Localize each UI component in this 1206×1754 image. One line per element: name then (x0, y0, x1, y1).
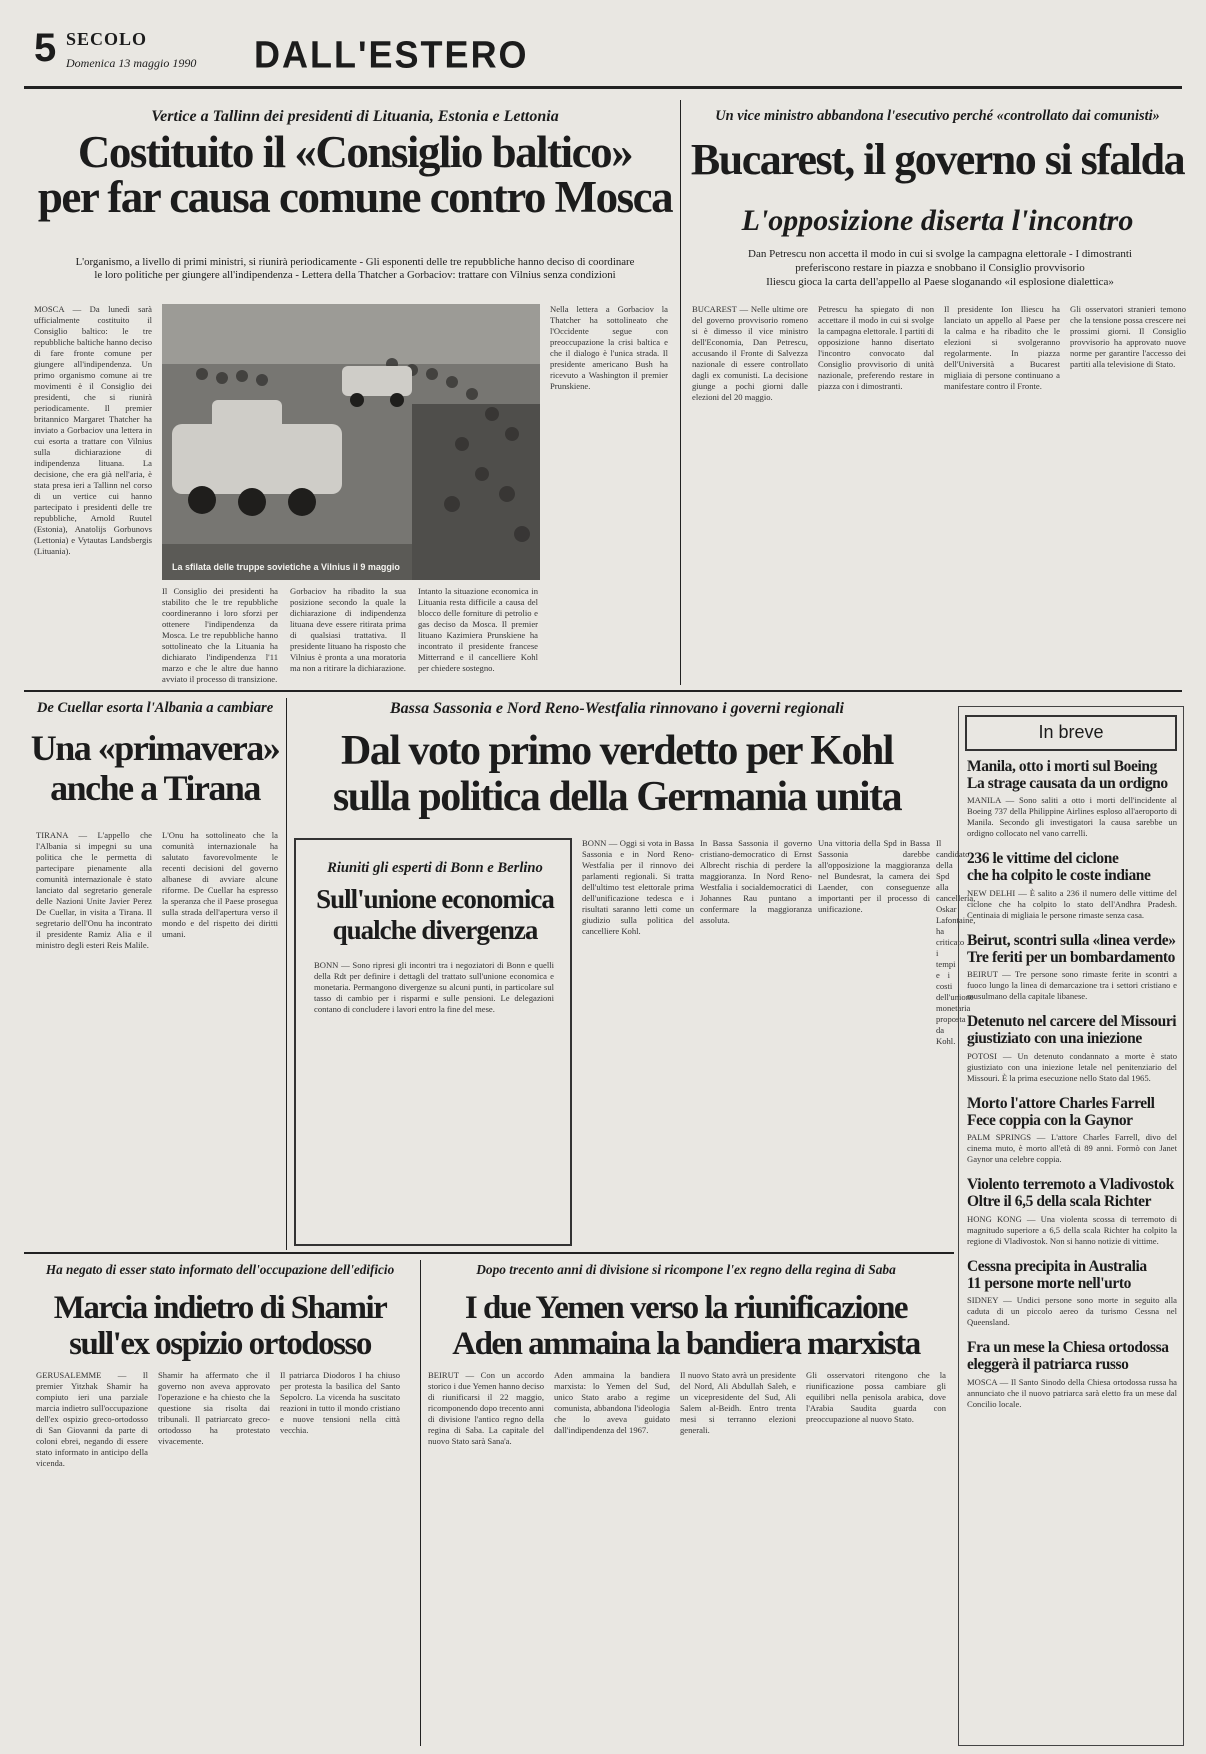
issue-date: Domenica 13 maggio 1990 (66, 56, 197, 70)
baltic-column-3 (290, 586, 406, 680)
albania-headline-line: Una «primavera» (30, 728, 280, 768)
section-title: DALL'ESTERO (254, 32, 529, 76)
baltic-photo (162, 304, 540, 580)
in-breve-item (967, 851, 1177, 920)
romania-subhead: L'opposizione diserta l'incontro (741, 204, 1134, 237)
germany-headline-line: Dal voto primo verdetto per Kohl (341, 728, 893, 774)
germany-column-3 (818, 838, 930, 1250)
in-breve-headline-line: Cessna precipita in Australia (967, 1257, 1147, 1275)
albania-text: TIRANA — L'appello che l'Albania si impegni su una politica che le permetta di partecipare pienamente alla comunità internazionale è stato lanciato dal segretario generale delle Nazioni Unite Javier Perez De Cuellar, in visita a Tirana. Il segretario dell'Onu ha incontrato il presidente Ramiz Alia e il ministro degli esteri Reis Malile. (36, 830, 152, 950)
romania-deck (690, 248, 1190, 289)
in-breve-item (967, 1259, 1177, 1328)
germany-kicker: Bassa Sassonia e Nord Reno-Westfalia rinnovano i governi regionali (390, 700, 844, 717)
in-breve-item (967, 759, 1177, 839)
shamir-column-2 (158, 1370, 270, 1746)
newspaper-name: SECOLO (66, 29, 148, 49)
in-breve-headline-line: Manila, otto i morti sul Boeing (967, 758, 1157, 775)
yemen-text: Il nuovo Stato avrà un presidente del Nord, Ali Abdullah Saleh, e un vicepresidente del Sud, Ali Salem al-Beidh. Entro trenta mesi si terranno elezioni generali. (680, 1370, 796, 1435)
shamir-column-3 (280, 1370, 400, 1746)
in-breve-text: SIDNEY — Undici persone sono morte in seguito alla caduta di un piccolo aereo da turismo Cessna nel Queensland. (967, 1295, 1177, 1328)
germany-text: Una vittoria della Spd in Bassa Sassonia darebbe all'opposizione la maggioranza nel Bundesrat, la camera dei Laender, con conseguenze importanti per il processo di unificazione. (818, 838, 930, 914)
page-number: 5 (34, 26, 57, 70)
baltic-headline-line: per far causa comune contro Mosca (37, 172, 673, 222)
germany-inset-box (294, 838, 572, 1246)
baltic-text: MOSCA — Da lunedì sarà ufficialmente costituito il Consiglio baltico: le tre repubbliche baltiche hanno deciso di fare fronte comune per giungere all'indipendenza. Un primo organismo comune ai tre movimenti è il Consiglio dei presidenti, che si riunirà periodicamente. Il premier britannico Margaret Thatcher ha inviato a Gorbaciov una lettera in cui esorta a trattare con Vilnius sulla dichiarazione di indipendenza lituana. La decisione, che era già nell'aria, è stata presa ieri a Tallinn nel corso di un vertice cui hanno partecipato i presidenti delle tre repubbliche, Arnold Ruutel (Estonia), Anatolijs Gorbunovs (Lettonia) e Vytautas Landsbergis (Lituania). (34, 304, 152, 556)
column-divider (286, 698, 287, 1250)
in-breve-headline (967, 1259, 1177, 1292)
baltic-deck-line: le loro politiche per giungere all'indipendenza - Lettera della Thatcher a Gorbaciov: trattare con Vilnius senza condizioni (94, 269, 616, 282)
romania-text: BUCAREST — Nelle ultime ore del governo provvisorio romeno si è dimesso il vice ministro dell'Economia, Dan Petrescu, accusando il Fronte di Salvezza nazionale di essere controllato dagli ex comunisti. La decisione giunge a pochi giorni dalle elezioni del 20 maggio. (692, 304, 808, 402)
romania-headline (685, 135, 1190, 184)
albania-kicker: De Cuellar esorta l'Albania a cambiare (36, 700, 274, 716)
in-breve-headline (967, 1014, 1177, 1047)
romania-deck-line: preferiscono restare in piazza e snobbano il Consiglio provvisorio (795, 261, 1085, 274)
germany-inset-kicker: Riuniti gli esperti di Bonn e Berlino (327, 860, 543, 876)
baltic-column-2 (162, 586, 278, 684)
in-breve-headline-line: giustiziato con una iniezione (967, 1030, 1142, 1048)
baltic-column-4 (418, 586, 538, 680)
romania-kicker: Un vice ministro abbandona l'esecutivo perché «controllato dai comunisti» (715, 108, 1160, 124)
in-breve-box (958, 706, 1184, 1746)
in-breve-headline-line: Tre feriti per un bombardamento (967, 948, 1176, 966)
in-breve-headline-line: Fece coppia con la Gaynor (967, 1111, 1133, 1129)
germany-inset-body: BONN — Sono ripresi gli incontri tra i negoziatori di Bonn e quelli della Rdt per definire i dettagli del trattato sull'unione economica e monetaria. Permangono divergenze su alcuni punti, in particolare sul tasso di cambio per i risparmi e sulle pensioni. Le delegazioni contano di concludere i lavori entro la fine del mese. (314, 960, 554, 1014)
armored-vehicles-illustration (162, 304, 540, 580)
in-breve-headline-line: 236 le vittime del ciclone (967, 850, 1119, 868)
baltic-column-5 (550, 304, 668, 680)
in-breve-headline-line: Oltre il 6,5 della scala Richter (967, 1193, 1152, 1211)
romania-deck-line: Iliescu gioca la carta dell'appello al Paese sloganando «il esplosione dialettica» (766, 275, 1114, 288)
romania-text: Il presidente Ion Iliescu ha lanciato un appello al Paese per la calma e ha ribadito che le elezioni si svolgeranno regolarmente. In piazza dell'Università a Bucarest migliaia di persone continuano a manifestare contro il Fronte. (944, 304, 1060, 391)
baltic-text: Nella lettera a Gorbaciov la Thatcher ha sottolineato che l'Occidente segue con preoccupazione la crisi baltica e che il dialogo è l'unica strada. Il presidente americano Bush ha ricevuto a Washington il premier Prunskiene. (550, 304, 668, 391)
yemen-column-1 (428, 1370, 544, 1746)
in-breve-headline-line: 11 persone morte nell'urto (967, 1274, 1131, 1292)
yemen-text: BEIRUT — Con un accordo storico i due Yemen hanno deciso di riunificarsi il 22 maggio, ricomponendo dopo trecento anni di divisione l'antico regno della regina di Saba. La capitale del nuovo Stato sarà Sana'a. (428, 1370, 544, 1446)
in-breve-item (967, 1014, 1177, 1083)
in-breve-item (967, 933, 1177, 1002)
albania-headline-line: anche a Tirana (50, 768, 260, 809)
germany-inset-headline-line: qualche divergenza (332, 915, 538, 946)
germany-headline (292, 728, 942, 820)
romania-text: Petrescu ha spiegato di non accettare il modo in cui si svolge la campagna elettorale. I partiti di opposizione hanno disertato l'incontro convocato dal Consiglio provvisorio di unità nazionale, preferendo restare in piazza con i dimostranti. (818, 304, 934, 391)
in-breve-text: POTOSI — Un detenuto condannato a morte è stato giustiziato con una iniezione letale nel penitenziario del Missouri. È la prima esecuzione nello Stato dal 1965. (967, 1050, 1177, 1083)
in-breve-text: PALM SPRINGS — L'attore Charles Farrell, divo del cinema muto, è morto all'età di 89 anni. Formò con Janet Gaynor una celebre coppia. (967, 1132, 1177, 1165)
yemen-column-3 (680, 1370, 796, 1746)
shamir-headline-line: Marcia indietro di Shamir (53, 1290, 387, 1326)
in-breve-headline-line: Morto l'attore Charles Farrell (967, 1094, 1155, 1112)
yemen-headline (426, 1290, 946, 1363)
section-rule (24, 1252, 954, 1254)
germany-text: Il candidato della Spd alla cancelleria, Oskar Lafontaine, ha criticato i tempi e i costi dell'unione monetaria proposta da Kohl. (936, 838, 976, 1046)
romania-headline-line: Bucarest, il governo si sfalda (690, 135, 1185, 184)
in-breve-header (965, 715, 1177, 751)
yemen-headline-line: Aden ammaina la bandiera marxista (452, 1326, 920, 1363)
yemen-text: Gli osservatori ritengono che la riunificazione possa cambiare gli equilibri nella penisola arabica, dove l'Arabia Saudita guarda con preoccupazione al nuovo Stato. (806, 1370, 946, 1424)
germany-column-4 (936, 838, 976, 1250)
albania-column-1 (36, 830, 152, 1250)
shamir-headline-line: sull'ex ospizio ortodosso (69, 1326, 371, 1363)
in-breve-title: In breve (1038, 722, 1104, 742)
shamir-kicker: Ha negato di esser stato informato dell'occupazione dell'edificio (45, 1262, 395, 1277)
albania-column-2 (162, 830, 278, 1250)
column-divider (680, 100, 681, 685)
germany-text: In Bassa Sassonia il governo cristiano-democratico di Ernst Albrecht rischia di perdere la maggioranza. In Nord Reno-Westfalia i socialdemocratici di Johannes Rau puntano a confermare la maggioranza assoluta. (700, 838, 812, 925)
in-breve-text: BEIRUT — Tre persone sono rimaste ferite in scontri a fuoco lungo la linea di demarcazione tra i settori cristiano e musulmano della capitale libanese. (967, 969, 1177, 1002)
albania-headline (30, 728, 280, 809)
in-breve-headline (967, 851, 1177, 884)
germany-inset-headline-line: Sull'unione economica (316, 884, 554, 914)
in-breve-item (967, 1177, 1177, 1246)
in-breve-headline (967, 1340, 1177, 1373)
romania-column-2 (818, 304, 934, 680)
romania-column-3 (944, 304, 1060, 680)
in-breve-headline (967, 759, 1177, 792)
shamir-headline (30, 1290, 410, 1363)
in-breve-list (967, 759, 1177, 1739)
baltic-text: Intanto la situazione economica in Lituania resta difficile a causa del blocco delle forniture di petrolio e gas deciso da Mosca. Il premier lituano Kazimiera Prunskiene ha incontrato il presidente francese Mitterrand e il cancelliere Kohl per chiedere sostegno. (418, 586, 538, 673)
shamir-text: Il patriarca Diodoros I ha chiuso per protesta la basilica del Santo Sepolcro. La vicenda ha suscitato reazioni in tutto il mondo cristiano e nuove tensioni nella città vecchia. (280, 1370, 400, 1435)
germany-column-2 (700, 838, 812, 1250)
germany-headline-line: sulla politica della Germania unita (332, 774, 902, 821)
in-breve-item (967, 1340, 1177, 1409)
baltic-deck (40, 256, 670, 283)
yemen-column-2 (554, 1370, 670, 1746)
baltic-headline-line: Costituito il «Consiglio baltico» (77, 127, 633, 177)
in-breve-text: MANILA — Sono saliti a otto i morti dell'incidente al Boeing 737 della Philippine Airlines esploso all'aeroporto di Manila. Secondo gli investigatori la causa sarebbe un ordigno collocato nel vano carrelli. (967, 795, 1177, 839)
albania-text: L'Onu ha sottolineato che la comunità internazionale ha salutato favorevolmente le recenti decisioni del governo albanese di avviare alcune riforme. De Cuellar ha espresso la speranza che il Paese prosegua sulla strada dell'apertura verso il mondo e del rispetto dei diritti umani. (162, 830, 278, 939)
in-breve-text: HONG KONG — Una violenta scossa di terremoto di magnitudo superiore a 6,5 della scala Richter ha colpito la regione di Vladivostok. Non si hanno notizie di vittime. (967, 1213, 1177, 1246)
romania-text: Gli osservatori stranieri temono che la tensione possa crescere nei prossimi giorni. Il Consiglio provvisorio ha approvato nuove norme per garantire l'accesso dei partiti alla televisione di Stato. (1070, 304, 1186, 369)
romania-deck-line: Dan Petrescu non accetta il modo in cui si svolge la campagna elettorale - I dimostranti (748, 248, 1132, 260)
yemen-kicker: Dopo trecento anni di divisione si ricompone l'ex regno della regina di Saba (476, 1262, 896, 1277)
romania-column-1 (692, 304, 808, 680)
in-breve-headline-line: Detenuto nel carcere del Missouri (967, 1013, 1177, 1031)
in-breve-headline-line: che ha colpito le coste indiane (967, 867, 1151, 885)
germany-column-1 (582, 838, 694, 1250)
shamir-text: Shamir ha affermato che il governo non aveva approvato l'operazione e ha chiesto che la questione sia risolta dai tribunali. Il patriarcato greco-ortodosso ha protestato vivacemente. (158, 1370, 270, 1446)
baltic-headline (30, 127, 680, 222)
shamir-column-1 (36, 1370, 148, 1746)
in-breve-headline (967, 933, 1177, 966)
germany-inset-headline (300, 884, 570, 946)
yemen-text: Aden ammaina la bandiera marxista: lo Yemen del Sud, unico Stato arabo a regime comunista, abbandona l'ideologia che lo aveva guidato dall'indipendenza del 1967. (554, 1370, 670, 1435)
yemen-column-4 (806, 1370, 946, 1746)
masthead-rule (24, 86, 1182, 89)
in-breve-headline-line: Beirut, scontri sulla «linea verde» (967, 931, 1176, 949)
column-divider (420, 1260, 421, 1746)
germany-inset-text (314, 960, 554, 1240)
shamir-text: GERUSALEMME — Il premier Yitzhak Shamir ha compiuto ieri una parziale marcia indietro sull'occupazione dell'ex ospizio greco-ortodosso di San Giovanni da parte di coloni ebrei, negando di essere stato informato in anticipo della vicenda. (36, 1370, 148, 1468)
baltic-photo-caption: La sfilata delle truppe sovietiche a Vilnius il 9 maggio (172, 562, 400, 572)
baltic-text: Gorbaciov ha ribadito la sua posizione secondo la quale la dichiarazione di indipendenza lituana deve essere ritirata prima di qualsiasi trattativa. Il presidente lituano ha risposto che Vilnius è pronta a una moratoria ma non a ritirare la dichiarazione. (290, 586, 406, 673)
baltic-text: Il Consiglio dei presidenti ha stabilito che le tre repubbliche coordineranno i loro sforzi per ottenere l'indipendenza da Mosca. Le tre repubbliche hanno sottolineato che la Lituania ha dichiarato l'indipendenza l'11 marzo e che le altre due hanno avviato il processo di transizione. (162, 586, 278, 684)
in-breve-headline-line: Violento terremoto a Vladivostok (967, 1176, 1174, 1194)
in-breve-headline-line: La strage causata da un ordigno (967, 774, 1168, 792)
in-breve-headline (967, 1177, 1177, 1210)
in-breve-headline-line: eleggerà il patriarca russo (967, 1356, 1129, 1374)
in-breve-headline (967, 1096, 1177, 1129)
section-rule (24, 690, 1182, 692)
yemen-headline-line: I due Yemen verso la riunificazione (464, 1290, 908, 1326)
in-breve-headline-line: Fra un mese la Chiesa ortodossa (967, 1339, 1169, 1357)
romania-column-4 (1070, 304, 1186, 680)
in-breve-text: MOSCA — Il Santo Sinodo della Chiesa ortodossa russa ha annunciato che il nuovo patriarca sarà eletto fra un mese dal Concilio locale. (967, 1376, 1177, 1409)
baltic-kicker: Vertice a Tallinn dei presidenti di Lituania, Estonia e Lettonia (151, 108, 559, 125)
baltic-column-1 (34, 304, 152, 680)
in-breve-item (967, 1096, 1177, 1165)
baltic-deck-line: L'organismo, a livello di primi ministri, si riunirà periodicamente - Gli esponenti delle tre repubbliche hanno deciso di coordinare (75, 256, 635, 268)
in-breve-text: NEW DELHI — È salito a 236 il numero delle vittime del ciclone che ha colpito lo stato dell'Andhra Pradesh. Centinaia di migliaia le persone rimaste senza casa. (967, 887, 1177, 920)
germany-text: BONN — Oggi si vota in Bassa Sassonia e in Nord Reno-Westfalia per il rinnovo dei parlamenti regionali. Si tratta dell'ultimo test elettorale prima dell'unificazione tedesca e i risultati saranno letti come un giudizio sulla politica del cancelliere Kohl. (582, 838, 694, 936)
